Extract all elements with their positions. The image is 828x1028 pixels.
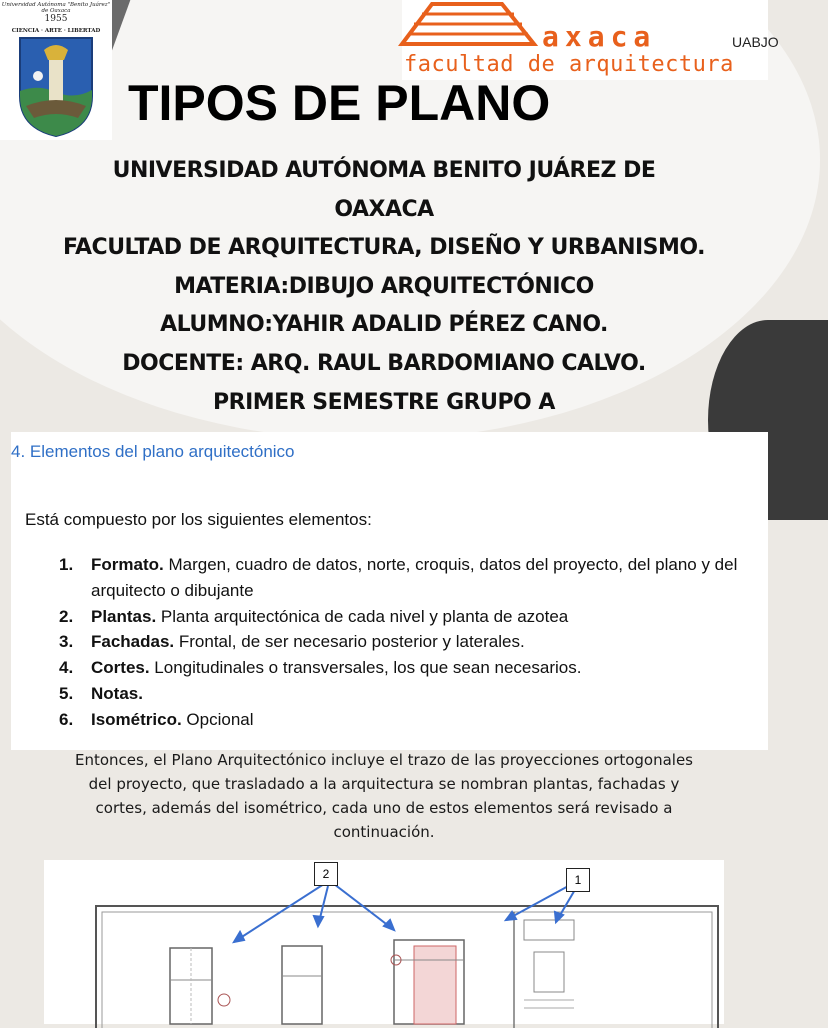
summary-paragraph: Entonces, el Plano Arquitectónico incluye el trazo de las proyecciones ortogonales del proyecto, que trasladado a la arquitectura se nombran plantas, fachadas y cortes, además del isométrico, cada uno de estos elementos será revisado a continuación.	[74, 751, 693, 841]
header-line-student: ALUMNO:YAHIR ADALID PÉREZ CANO.	[160, 312, 608, 338]
seal-year: 1955	[44, 14, 68, 24]
callout-label: 1	[566, 868, 590, 892]
faculty-logo-tag: UABJO	[732, 34, 779, 50]
document-excerpt	[11, 432, 768, 750]
header-line-subject: MATERIA:DIBUJO ARQUITECTÓNICO	[174, 273, 594, 299]
header-line-faculty: FACULTAD DE ARQUITECTURA, DISEÑO Y URBANISMO.	[63, 235, 705, 261]
plan-figure	[44, 860, 724, 1024]
list-item: 3. Fachadas. Frontal, de ser necesario posterior y laterales.	[59, 632, 525, 652]
list-item: 6. Isométrico. Opcional	[59, 709, 254, 729]
list-item: 4. Cortes. Longitudinales o transversales, los que sean necesarios.	[59, 658, 582, 678]
list-item: 5. Notas.	[59, 683, 143, 703]
header-line-group: PRIMER SEMESTRE GRUPO A	[213, 389, 555, 415]
seal-name: Universidad Autónoma "Benito Juárez" de Oaxaca	[1, 2, 111, 14]
university-seal-logo	[0, 0, 112, 140]
section-intro: Está compuesto por los siguientes elementos:	[25, 510, 372, 529]
callout-label: 2	[314, 862, 338, 886]
header-line-university: UNIVERSIDAD AUTÓNOMA BENITO JUÁREZ DE OAXACA	[112, 158, 656, 222]
faculty-logo	[402, 0, 779, 80]
roof-shape-icon	[402, 0, 542, 54]
seal-shield-icon	[18, 36, 94, 138]
header-info	[0, 152, 768, 422]
page-title: TIPOS DE PLANO	[128, 75, 551, 131]
section-heading: 4. Elementos del plano arquitectónico	[11, 442, 295, 461]
elements-list	[59, 552, 769, 733]
faculty-logo-word: axaca	[542, 20, 657, 53]
faculty-logo-subtitle: facultad de arquitectura	[404, 52, 734, 77]
architectural-plan-drawing	[44, 860, 724, 1024]
list-item: 2. Plantas. Planta arquitectónica de cada nivel y planta de azotea	[59, 606, 569, 626]
header-line-teacher: DOCENTE: ARQ. RAUL BARDOMIANO CALVO.	[122, 350, 646, 376]
seal-motto: CIENCIA · ARTE · LIBERTAD	[11, 28, 101, 34]
list-item: 1. Formato. Margen, cuadro de datos, norte, croquis, datos del proyecto, del plano y del arquitecto o dibujante	[59, 555, 738, 600]
